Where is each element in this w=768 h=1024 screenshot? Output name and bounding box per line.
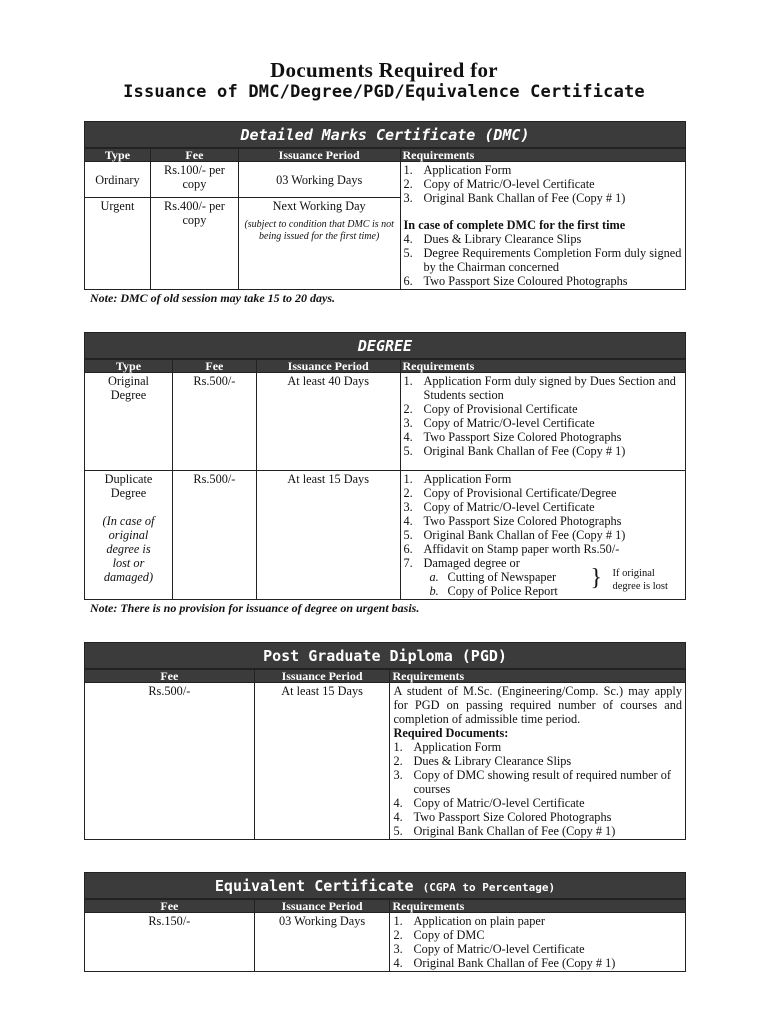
list-item: 5. Original Bank Challan of Fee (Copy # 1) [403, 528, 626, 542]
degree-heading: DEGREE [84, 332, 686, 359]
equivalent-header-row [85, 900, 686, 913]
list-item: 3. Copy of Matric/O-level Certificate [403, 500, 595, 514]
degree-table [84, 359, 686, 600]
list-item: 4. Original Bank Challan of Fee (Copy # 1) [393, 956, 616, 970]
page-subtitle: Issuance of DMC/Degree/PGD/Equivalence Certificate [123, 82, 645, 102]
dmc-first-time-heading: In case of complete DMC for the first time [403, 218, 626, 232]
equivalent-table [84, 899, 686, 972]
degree-fee-original: Rs.500/- [172, 373, 256, 471]
column-header: Issuance Period [256, 360, 400, 373]
degree-requirements-duplicate [400, 471, 685, 600]
degree-type-duplicate-note: (In case of original degree is lost or damaged) [102, 514, 155, 584]
list-item: a. Cutting of Newspaper [429, 570, 557, 584]
list-item: 2. Copy of Provisional Certificate/Degree [403, 486, 617, 500]
list-item: 3. Copy of Matric/O-level Certificate [393, 942, 585, 956]
pgd-section [84, 642, 686, 840]
table-row [85, 683, 686, 840]
degree-type-duplicate-text: Duplicate Degree [104, 472, 153, 500]
pgd-header-row [85, 670, 686, 683]
table-row [85, 162, 686, 198]
column-header: Issuance Period [238, 149, 400, 162]
degree-note: Note: There is no provision for issuance of degree on urgent basis. [90, 601, 420, 615]
equivalent-fee: Rs.150/- [85, 913, 255, 972]
degree-header-row [85, 360, 686, 373]
degree-requirements-original [400, 373, 685, 471]
list-item: 1. Application Form [403, 472, 512, 486]
list-item: 5. Original Bank Challan of Fee (Copy # 1) [393, 824, 616, 838]
degree-duplicate-list [404, 472, 682, 570]
list-item: 4. Two Passport Size Colored Photographs [403, 430, 622, 444]
dmc-requirements [400, 162, 685, 290]
pgd-heading: Post Graduate Diploma (PGD) [84, 642, 686, 669]
column-header: Fee [85, 900, 255, 913]
equivalent-period: 03 Working Days [254, 913, 390, 972]
list-item: 4. Dues & Library Clearance Slips [403, 232, 582, 246]
dmc-fee-urgent: Rs.400/- per copy [150, 198, 238, 290]
degree-original-list [404, 374, 682, 458]
degree-period-original: At least 40 Days [256, 373, 400, 471]
dmc-period-urgent-text: Next Working Day [272, 199, 366, 213]
pgd-intro: A student of M.Sc. (Engineering/Comp. Sc.) may apply for PGD on passing required number of courses and completion of admissible time period. [393, 684, 682, 726]
page-title: Documents Required for [270, 58, 498, 82]
equivalent-requirements-list [393, 914, 682, 970]
dmc-heading: Detailed Marks Certificate (DMC) [84, 121, 686, 148]
list-item: 2. Dues & Library Clearance Slips [393, 754, 572, 768]
pgd-table [84, 669, 686, 840]
table-row [85, 373, 686, 471]
dmc-requirements-list [404, 163, 682, 205]
table-row [85, 471, 686, 600]
list-item: 6. Two Passport Size Coloured Photographs [403, 274, 628, 288]
list-item: 1. Application Form duly signed by Dues Section and Students section [403, 374, 676, 402]
column-header: Fee [85, 670, 255, 683]
degree-type-duplicate [85, 471, 173, 600]
dmc-note: Note: DMC of old session may take 15 to 20 days. [90, 291, 335, 305]
list-item: 2. Copy of DMC [393, 928, 485, 942]
dmc-type-ordinary: Ordinary [85, 162, 151, 198]
dmc-section [84, 121, 686, 306]
column-header: Requirements [400, 360, 685, 373]
list-item: 1. Application Form [393, 740, 502, 754]
column-header: Fee [150, 149, 238, 162]
pgd-requirements [390, 683, 686, 840]
list-item: b. Copy of Police Report [429, 584, 558, 598]
degree-section [84, 332, 686, 616]
pgd-requirements-list [393, 740, 682, 838]
list-item: 4. Two Passport Size Colored Photographs [403, 514, 622, 528]
pgd-fee: Rs.500/- [85, 683, 255, 840]
dmc-period-urgent [238, 198, 400, 290]
list-item: 6. Affidavit on Stamp paper worth Rs.50/- [403, 542, 620, 556]
brace-icon: } [590, 565, 603, 591]
list-item: 5. Degree Requirements Completion Form duly signed by the Chairman concerned [403, 246, 682, 274]
equivalent-heading [84, 872, 686, 899]
dmc-header-row [85, 149, 686, 162]
equivalent-requirements [390, 913, 686, 972]
degree-brace-note: If original degree is lost [612, 568, 668, 592]
dmc-first-time-list [404, 232, 682, 288]
list-item: 4. Copy of Matric/O-level Certificate [393, 796, 585, 810]
degree-type-original: Original Degree [85, 373, 173, 471]
equivalent-heading-text: Equivalent Certificate [214, 877, 414, 895]
dmc-period-ordinary: 03 Working Days [238, 162, 400, 198]
dmc-type-urgent: Urgent [85, 198, 151, 290]
dmc-table [84, 148, 686, 290]
list-item: 3. Copy of DMC showing result of required number of courses [393, 768, 671, 796]
column-header: Requirements [390, 900, 686, 913]
column-header: Requirements [400, 149, 685, 162]
degree-fee-duplicate: Rs.500/- [172, 471, 256, 600]
column-header: Issuance Period [254, 670, 390, 683]
dmc-fee-ordinary: Rs.100/- per copy [150, 162, 238, 198]
list-item: 1. Application on plain paper [393, 914, 545, 928]
dmc-period-urgent-note: (subject to condition that DMC is not being issued for the first time) [244, 219, 394, 242]
list-item: 5. Original Bank Challan of Fee (Copy # 1) [403, 444, 626, 458]
list-item: 7. Damaged degree or [403, 556, 520, 570]
column-header: Requirements [390, 670, 686, 683]
list-item: 3. Original Bank Challan of Fee (Copy # 1) [403, 191, 626, 205]
list-item: 2. Copy of Matric/O-level Certificate [403, 177, 595, 191]
pgd-period: At least 15 Days [254, 683, 390, 840]
list-item: 3. Copy of Matric/O-level Certificate [403, 416, 595, 430]
list-item: 2. Copy of Provisional Certificate [403, 402, 578, 416]
equivalent-heading-sub: (CGPA to Percentage) [422, 881, 556, 894]
column-header: Issuance Period [254, 900, 390, 913]
column-header: Type [85, 360, 173, 373]
equivalent-section [84, 872, 686, 972]
column-header: Type [85, 149, 151, 162]
column-header: Fee [172, 360, 256, 373]
pgd-required-heading: Required Documents: [393, 726, 509, 740]
list-item: 1. Application Form [403, 163, 512, 177]
list-item: 4. Two Passport Size Colored Photographs [393, 810, 612, 824]
table-row [85, 913, 686, 972]
degree-period-duplicate: At least 15 Days [256, 471, 400, 600]
